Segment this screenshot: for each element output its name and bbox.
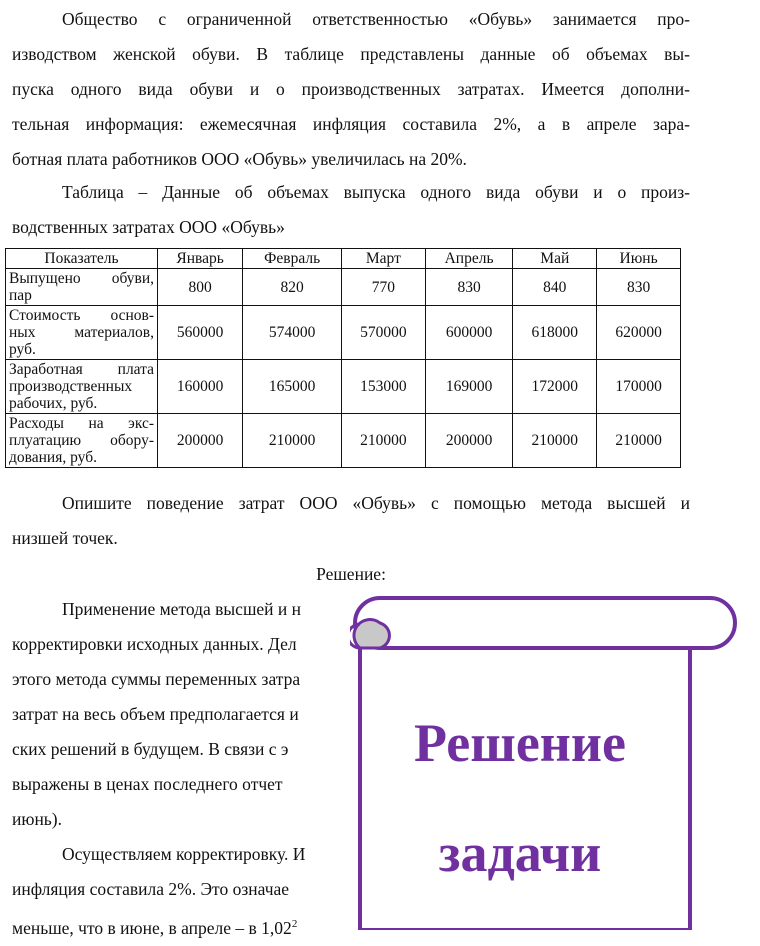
superscript: 2 [291,918,298,930]
table-header-row [6,249,681,269]
table-cell: 210000 [243,414,342,468]
adjustment-paragraph [12,837,352,942]
row-label-line: Выпущено обуви, [9,270,154,287]
row-label [6,306,158,360]
row-label-line: производственных [9,378,133,395]
text-line: Применение метода высшей и н [62,599,302,619]
table-cell: 570000 [341,306,425,360]
text-line-content: меньше, что в июне, в апреле – в 1,02 [12,917,292,938]
table-cell: 574000 [243,306,342,360]
table-cell: 620000 [597,306,681,360]
row-label [6,414,158,468]
table-cell: 840 [513,269,597,306]
text-line: Осуществляем корректировку. И [62,844,306,864]
heading-text: Решение: [316,564,386,584]
table-cell: 560000 [158,306,243,360]
text-line: инфляция составила 2%. Это означае [12,879,290,899]
column-header: Показатель [6,249,158,269]
text-line: тельная информация: ежемесячная инфляция составила 2%, а в апреле зара- [12,114,690,134]
row-label [6,360,158,414]
table-cell: 830 [425,269,513,306]
table-cell: 210000 [513,414,597,468]
table-cell: 830 [597,269,681,306]
row-label-line: ных материалов, [9,324,154,341]
table-cell: 200000 [425,414,513,468]
column-header: Март [341,249,425,269]
text-line: водственных затратах ООО «Обувь» [12,217,285,237]
table-cell: 172000 [513,360,597,414]
table-cell: 169000 [425,360,513,414]
data-table [5,248,681,468]
row-label-line: дования, руб. [9,449,97,466]
text-line: выражены в ценах последнего отчет [12,774,283,794]
text-line: пуска одного вида обуви и о производственных затратах. Имеется дополни- [12,79,690,99]
row-label-line: Стоимость основ- [9,307,154,324]
table-cell: 800 [158,269,243,306]
table-cell: 600000 [425,306,513,360]
table-cell: 618000 [513,306,597,360]
table-cell: 170000 [597,360,681,414]
text-line [12,907,352,942]
table-cell: 210000 [341,414,425,468]
text-line: июнь). [12,809,62,829]
row-label-line: пар [9,287,32,304]
table-cell: 770 [341,269,425,306]
row-label-line: плуатацию обору- [9,432,154,449]
row-label-line: рабочих, руб. [9,395,98,412]
column-header: Апрель [425,249,513,269]
row-label-line: Расходы на экс- [9,415,154,432]
table-cell: 210000 [597,414,681,468]
banner-title-line1: Решение [414,713,626,773]
table-row [6,360,681,414]
column-header: Февраль [243,249,342,269]
table-caption [12,175,690,245]
table-cell: 153000 [341,360,425,414]
table-row [6,414,681,468]
table-row [6,269,681,306]
text-line: корректировки исходных данных. Дел [12,634,297,654]
row-label-line: Заработная плата [9,361,154,378]
table-cell: 200000 [158,414,243,468]
text-line: ских решений в будущем. В связи с э [12,739,289,759]
text-line: этого метода суммы переменных затра [12,669,301,689]
solution-paragraph [12,592,352,837]
table-cell: 165000 [243,360,342,414]
column-header: Май [513,249,597,269]
row-label [6,269,158,306]
solution-scroll-banner[interactable] [350,596,750,930]
table-cell: 820 [243,269,342,306]
column-header: Июнь [597,249,681,269]
text-line: изводством женской обуви. В таблице представлены данные об объемах вы- [12,44,690,64]
text-line: Общество с ограниченной ответственностью «Обувь» занимается про- [62,9,690,29]
table-cell: 160000 [158,360,243,414]
text-line: Опишите поведение затрат ООО «Обувь» с помощью метода высшей и [62,493,690,513]
task-paragraph [12,486,690,556]
solution-heading [12,557,690,592]
text-line: низшей точек. [12,528,118,548]
row-label-line: руб. [9,341,36,358]
text-line: затрат на весь объем предполагается и [12,704,299,724]
text-line: ботная плата работников ООО «Обувь» увеличилась на 20%. [12,149,467,169]
banner-title-line2: задачи [438,823,602,883]
intro-paragraph [12,2,690,177]
column-header: Январь [158,249,243,269]
table-row [6,306,681,360]
text-line: Таблица – Данные об объемах выпуска одного вида обуви и о произ- [62,182,690,202]
